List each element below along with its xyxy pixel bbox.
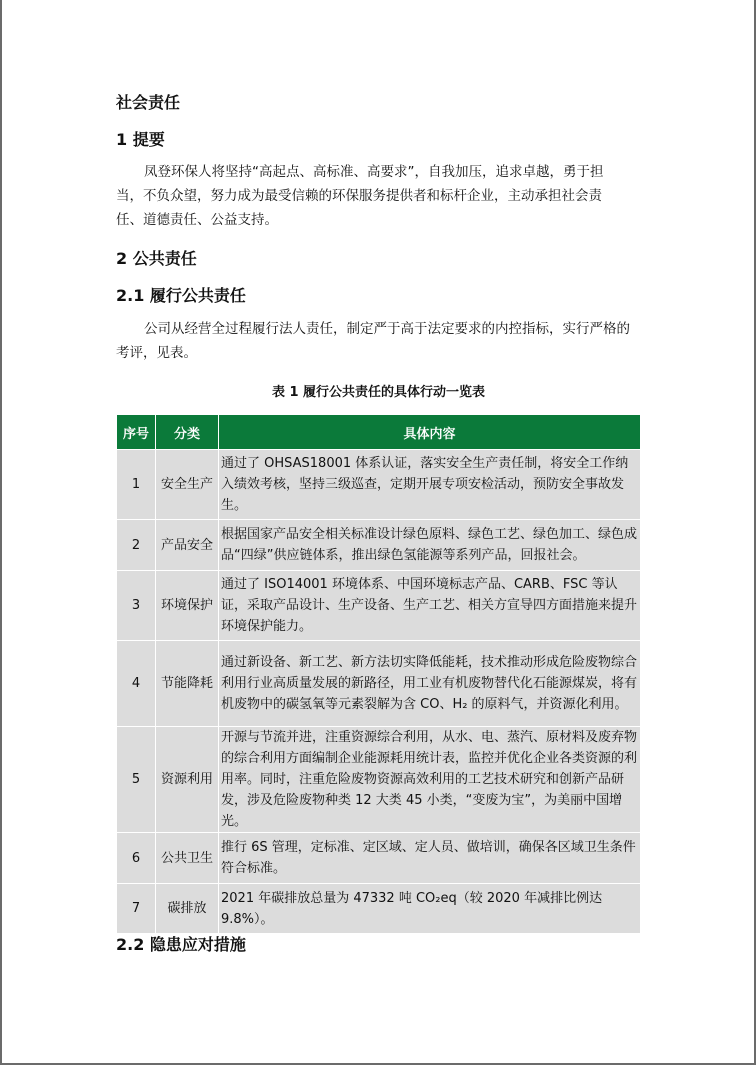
row-category: 节能降耗 <box>156 641 219 727</box>
row-no: 7 <box>117 884 156 934</box>
row-category: 环境保护 <box>156 571 219 641</box>
row-detail: 通过了 ISO14001 环境体系、中国环境标志产品、CARB、FSC 等认证，采取产品设计、生产设备、生产工艺、相关方宣导四方面措施来提升环境保护能力。 <box>219 571 641 641</box>
row-detail: 通过新设备、新工艺、新方法切实降低能耗，技术推动形成危险废物综合利用行业高质量发展的新路径，用工业有机废物替代化石能源煤炭，将有机废物中的碳氢氧等元素裂解为含 CO、H₂ 的原料气，并资源化利用。 <box>219 641 641 727</box>
row-detail: 推行 6S 管理，定标准、定区域、定人员、做培训，确保各区域卫生条件符合标准。 <box>219 833 641 884</box>
header-category: 分类 <box>156 415 219 450</box>
row-no: 3 <box>117 571 156 641</box>
table-row <box>117 727 641 833</box>
section-heading-2-2: 2.2 隐患应对措施 <box>116 935 246 954</box>
row-category: 碳排放 <box>156 884 219 934</box>
row-category: 资源利用 <box>156 727 219 833</box>
table-caption: 表 1 履行公共责任的具体行动一览表 <box>271 385 486 400</box>
row-detail: 2021 年碳排放总量为 47332 吨 CO₂eq（较 2020 年减排比例达 9.8%）。 <box>219 884 641 934</box>
table-row <box>117 833 641 884</box>
table-row <box>117 884 641 934</box>
table-row <box>117 520 641 571</box>
table-row <box>117 641 641 727</box>
page-title: 社会责任 <box>116 93 181 112</box>
row-category: 公共卫生 <box>156 833 219 884</box>
section-2-1-paragraph: 公司从经营全过程履行法人责任，制定严于高于法定要求的内控指标，实行严格的考评，见表。 <box>116 321 630 361</box>
row-detail: 根据国家产品安全相关标准设计绿色原料、绿色工艺、绿色加工、绿色成品“四绿”供应链体系，推出绿色氢能源等系列产品，回报社会。 <box>219 520 641 571</box>
row-no: 2 <box>117 520 156 571</box>
header-no: 序号 <box>117 415 156 450</box>
responsibility-table <box>116 414 641 934</box>
row-category: 安全生产 <box>156 450 219 520</box>
row-no: 6 <box>117 833 156 884</box>
row-no: 4 <box>117 641 156 727</box>
page-border-left <box>0 0 2 1065</box>
section-1-paragraph: 凤登环保人将坚持“高起点、高标准、高要求”，自我加压，追求卓越，勇于担当，不负众望，努力成为最受信赖的环保服务提供者和标杆企业，主动承担社会责任、道德责任、公益支持。 <box>116 164 604 228</box>
row-detail: 通过了 OHSAS18001 体系认证，落实安全生产责任制，将安全工作纳入绩效考核，坚持三级巡查，定期开展专项安检活动，预防安全事故发生。 <box>219 450 641 520</box>
header-detail: 具体内容 <box>219 415 641 450</box>
table-header-row <box>117 415 641 450</box>
row-detail: 开源与节流并进，注重资源综合利用，从水、电、蒸汽、原材料及废弃物的综合利用方面编制企业能源耗用统计表，监控并优化企业各类资源的利用率。同时，注重危险废物资源高效利用的工艺技术研究和创新产品研发，涉及危险废物种类 12 大类 45 小类，“变废为宝”，为美丽中国增光。 <box>219 727 641 833</box>
section-heading-1: 1 提要 <box>116 130 165 149</box>
row-category: 产品安全 <box>156 520 219 571</box>
table-row <box>117 450 641 520</box>
table-row <box>117 571 641 641</box>
row-no: 1 <box>117 450 156 520</box>
section-heading-2: 2 公共责任 <box>116 249 197 268</box>
section-heading-2-1: 2.1 履行公共责任 <box>116 286 246 305</box>
row-no: 5 <box>117 727 156 833</box>
